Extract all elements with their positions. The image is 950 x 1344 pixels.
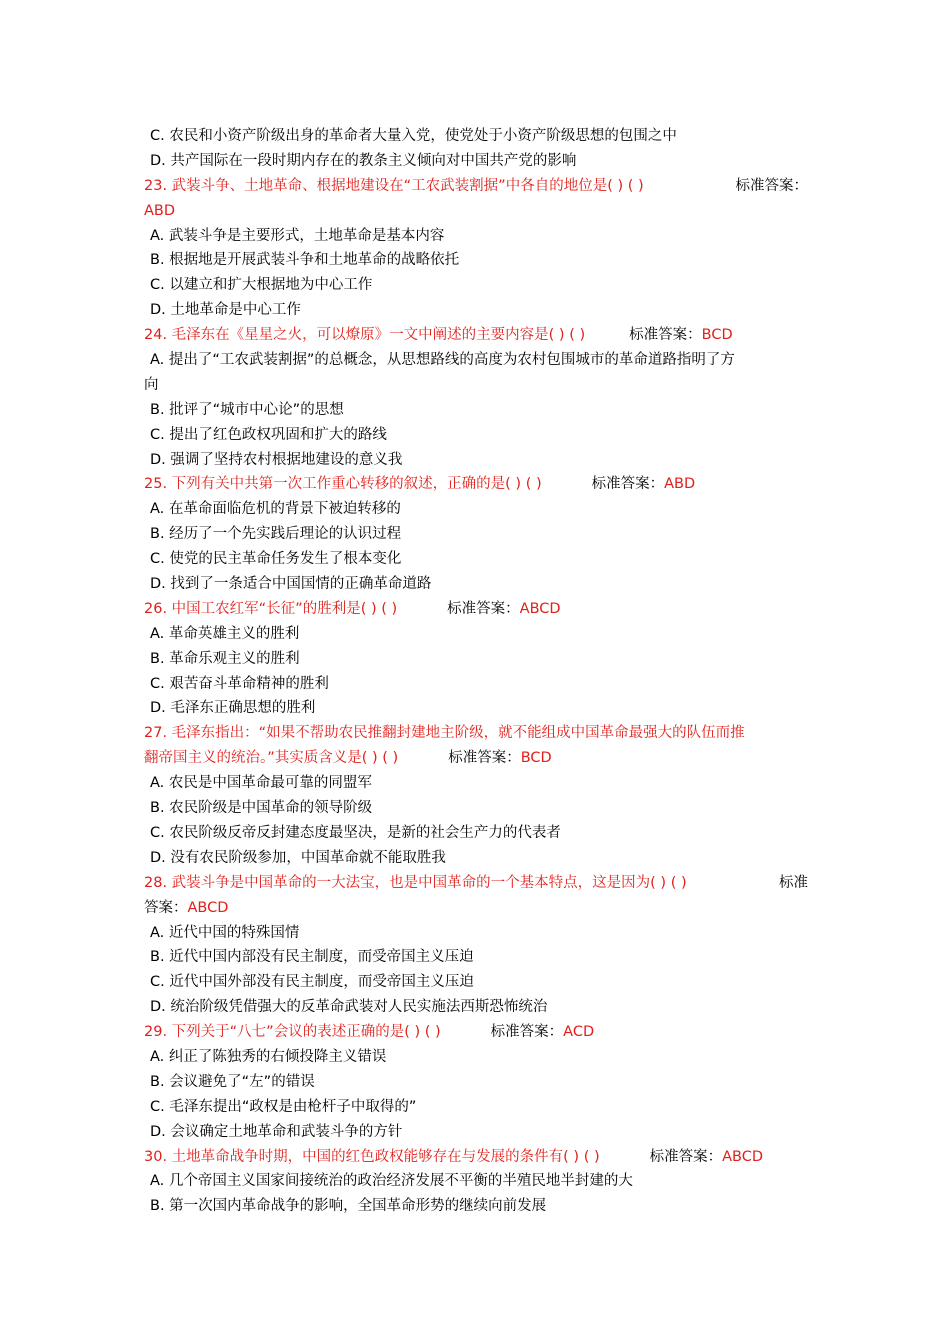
option-d: D. 没有农民阶级参加，中国革命就不能取胜我 [150, 849, 446, 866]
question-text: 24. 毛泽东在《星星之火，可以燎原》一文中阐述的主要内容是( ) ( ) [144, 327, 586, 344]
answer-value: ACD [563, 1024, 595, 1041]
question-23 [144, 174, 808, 199]
answer-value: BCD [520, 750, 552, 767]
question-28 [144, 871, 808, 896]
question-text: 28. 武装斗争是中国革命的一大法宝，也是中国革命的一个基本特点，这是因为( ) ( ) [144, 874, 687, 891]
option-a: A. 农民是中国革命最可靠的同盟军 [150, 775, 372, 792]
answer-label: 标准答案： [735, 177, 808, 194]
option-a: A. 纠正了陈独秀的右倾投降主义错误 [150, 1048, 387, 1065]
option-c: C. 艰苦奋斗革命精神的胜利 [150, 675, 329, 692]
option-c: C. 使党的民主革命任务发生了根本变化 [150, 551, 402, 568]
option-a-cont: 向 [144, 376, 159, 393]
option-line: C. 农民和小资产阶级出身的革命者大量入党，使党处于小资产阶级思想的包围之中 [150, 128, 677, 144]
question-text: 23. 武装斗争、土地革命、根据地建设在“工农武装割据”中各自的地位是( ) ( ) [144, 177, 644, 194]
option-c: C. 以建立和扩大根据地为中心工作 [150, 277, 373, 294]
option-c: C. 毛泽东提出“政权是由枪杆子中取得的” [150, 1098, 417, 1115]
answer-value: ABCD [187, 899, 229, 916]
option-b: B. 会议避免了“左”的错误 [150, 1073, 315, 1090]
option-a: A. 几个帝国主义国家间接统治的政治经济发展不平衡的半殖民地半封建的大 [150, 1173, 633, 1190]
question-text: 翻帝国主义的统治。”其实质含义是( ) ( ) [144, 750, 399, 767]
question-text: 25. 下列有关中共第一次工作重心转移的叙述，正确的是( ) ( ) [144, 476, 542, 493]
option-d: D. 统治阶级凭借强大的反革命武装对人民实施法西斯恐怖统治 [150, 999, 548, 1016]
question-text: 30. 土地革命战争时期，中国的红色政权能够存在与发展的条件有( ) ( ) [144, 1148, 600, 1165]
answer-value: ABD [664, 476, 696, 493]
answer-line [144, 896, 808, 921]
answer-value: ABCD [722, 1148, 764, 1165]
option-line: D. 共产国际在一段时期内存在的教条主义倾向对中国共产党的影响 [150, 152, 577, 169]
answer-label: 标准答案： [448, 750, 521, 767]
answer-label: 标准答案： [649, 1148, 723, 1165]
option-c: C. 农民阶级反帝反封建态度最坚决，是新的社会生产力的代表者 [150, 824, 561, 841]
option-b: B. 根据地是开展武装斗争和土地革命的战略依托 [150, 252, 460, 269]
option-b: B. 第一次国内革命战争的影响，全国革命形势的继续向前发展 [150, 1198, 547, 1215]
answer-label: 标准答案： [591, 476, 665, 493]
question-30 [144, 1145, 808, 1170]
option-d: D. 毛泽东正确思想的胜利 [150, 700, 316, 717]
question-27-line2 [144, 746, 808, 771]
answer-label: 标准 [779, 874, 808, 891]
question-26 [144, 597, 808, 622]
answer-value: BCD [701, 327, 733, 344]
option-b: B. 近代中国内部没有民主制度，而受帝国主义压迫 [150, 949, 474, 966]
document-page [144, 124, 808, 1219]
answer-label: 标准答案： [629, 327, 702, 344]
question-27-line1: 27. 毛泽东指出：“如果不帮助农民推翻封建地主阶级，就不能组成中国革命最强大的队伍而推 [144, 725, 745, 742]
answer-label: 标准答案： [490, 1024, 564, 1041]
option-b: B. 批评了“城市中心论”的思想 [150, 401, 344, 418]
option-a: A. 革命英雄主义的胜利 [150, 625, 300, 642]
option-a: A. 武装斗争是主要形式，土地革命是基本内容 [150, 227, 445, 244]
option-d: D. 强调了坚持农村根据地建设的意义我 [150, 451, 403, 468]
option-d: D. 会议确定土地革命和武装斗争的方针 [150, 1123, 403, 1140]
question-text: 26. 中国工农红军“长征”的胜利是( ) ( ) [144, 600, 398, 617]
option-a: A. 近代中国的特殊国情 [150, 924, 300, 941]
option-a: A. 在革命面临危机的背景下被迫转移的 [150, 501, 401, 518]
question-text: 29. 下列关于“八七”会议的表述正确的是( ) ( ) [144, 1024, 441, 1041]
answer-label: 答案： [144, 899, 188, 916]
answer-value: ABCD [519, 600, 561, 617]
question-24 [144, 323, 808, 348]
question-29 [144, 1020, 808, 1045]
option-b: B. 革命乐观主义的胜利 [150, 650, 300, 667]
answer-line [144, 199, 808, 224]
answer-label: 标准答案： [447, 600, 520, 617]
option-d: D. 找到了一条适合中国国情的正确革命道路 [150, 576, 432, 593]
answer-value: ABD [144, 202, 176, 219]
option-d: D. 土地革命是中心工作 [150, 302, 301, 319]
question-25 [144, 472, 808, 497]
option-c: C. 提出了红色政权巩固和扩大的路线 [150, 426, 387, 443]
option-a: A. 提出了“工农武装割据”的总概念，从思想路线的高度为农村包围城市的革命道路指明了方 [150, 352, 735, 369]
option-b: B. 经历了一个先实践后理论的认识过程 [150, 526, 402, 543]
option-b: B. 农民阶级是中国革命的领导阶级 [150, 800, 373, 817]
option-c: C. 近代中国外部没有民主制度，而受帝国主义压迫 [150, 974, 474, 991]
